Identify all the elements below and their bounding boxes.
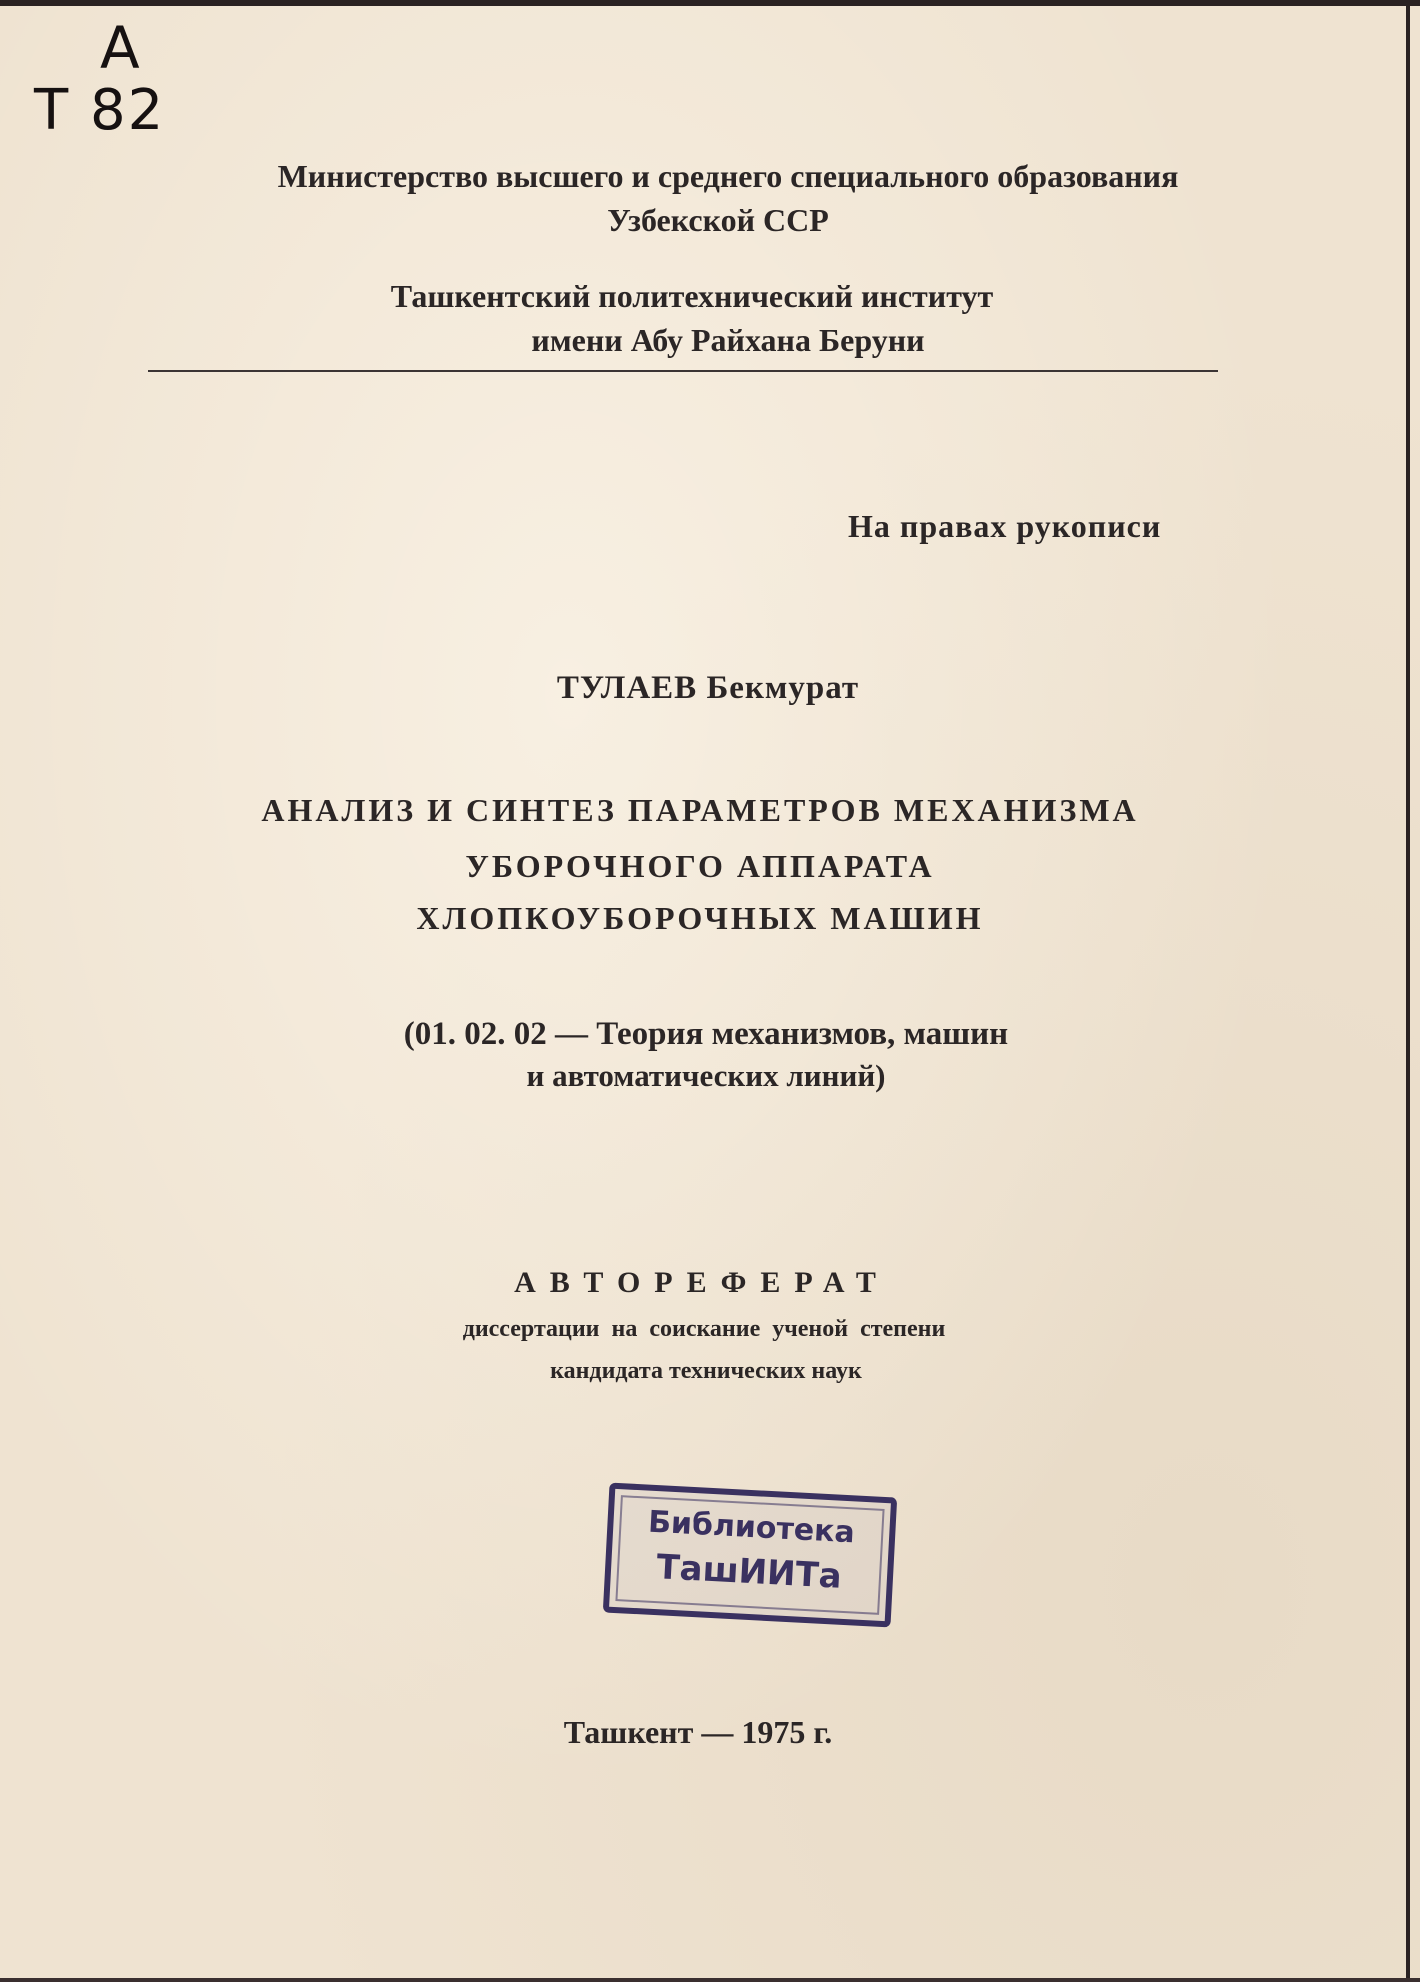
handwritten-letter: A [100,14,140,82]
page-bottom-edge [0,1978,1420,1982]
page-top-edge [0,0,1420,6]
title-line-2: УБОРОЧНОГО АППАРАТА [465,848,935,884]
abstract-line-1: диссертации на соискание ученой степени [462,1316,946,1342]
stamp-line-2: ТашИИТа [655,1547,843,1597]
institute-line-2: имени Абу Райхана Беруни [531,322,925,358]
library-stamp [603,1483,897,1628]
stamp-line-1: Библиотека [647,1504,856,1551]
specialty-line-1: (01. 02. 02 — Теория механизмов, машин [403,1016,1009,1052]
ministry-line-1: Министерство высшего и среднего специального образования [277,158,1179,194]
author-name: ТУЛАЕВ Бекмурат [556,670,860,706]
institute-line-1: Ташкентский политехнический институт [390,278,994,314]
city-year: Ташкент — 1975 г. [563,1714,833,1750]
title-line-1: АНАЛИЗ И СИНТЕЗ ПАРАМЕТРОВ МЕХАНИЗМА [261,792,1139,828]
specialty-line-2: и автоматических линий) [526,1058,886,1093]
ministry-line-2: Узбекской ССР [607,202,829,238]
abstract-line-2: кандидата технических наук [550,1358,862,1384]
manuscript-note: На правах рукописи [848,508,1162,544]
abstract-heading: АВТОРЕФЕРАТ [514,1266,890,1299]
handwritten-shelf-code: T 82 [34,78,166,143]
title-line-3: ХЛОПКОУБОРОЧНЫХ МАШИН [416,900,984,936]
page-right-edge [1406,0,1410,1982]
header-divider [148,370,1218,372]
